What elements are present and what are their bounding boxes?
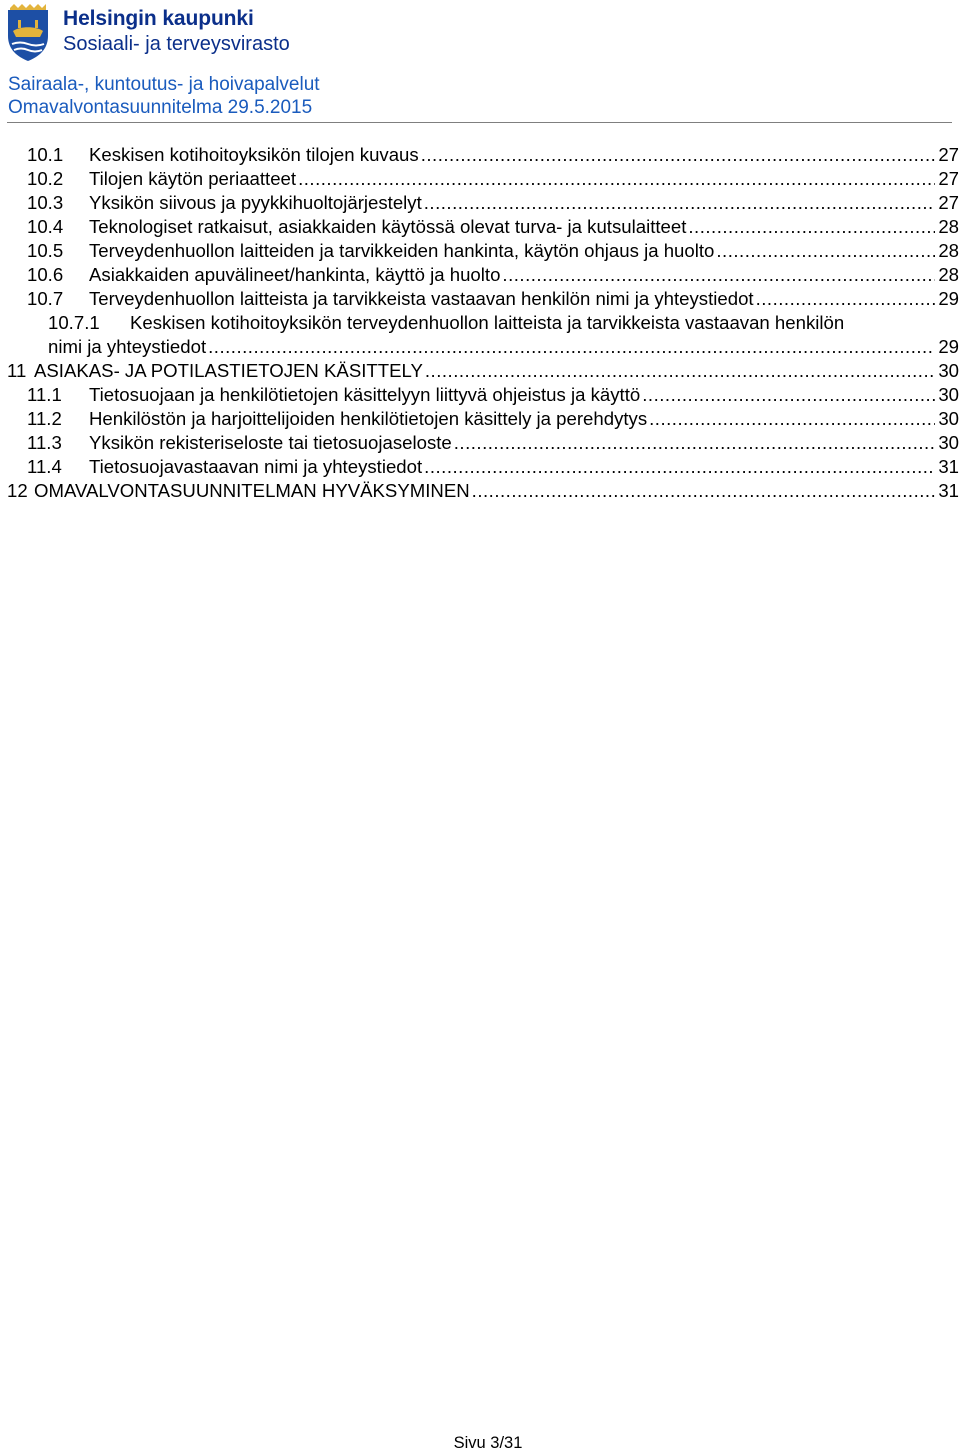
document-subtitle [8,73,954,119]
toc-entry-number: 10.7 [27,288,64,309]
department-name: Sairaala-, kuntoutus- ja hoivapalvelut [8,74,320,95]
toc-entry-title: Terveydenhuollon laitteiden ja tarvikkeiden hankinta, käytön ohjaus ja huolto [89,240,715,261]
toc-dot-leader [642,383,935,407]
toc-dot-leader [502,263,935,287]
toc-entry[interactable] [27,191,959,215]
toc-dot-leader [421,143,936,167]
toc-dot-leader [425,359,935,383]
toc-entry-number: 11.2 [27,408,62,429]
toc-entry-first-line[interactable] [48,311,844,335]
page-footer [0,1434,960,1453]
toc-entry-title: Terveydenhuollon laitteista ja tarvikkeista vastaavan henkilön nimi ja yhteystiedot [89,288,754,309]
toc-dot-leader [298,167,935,191]
toc-entry-title: OMAVALVONTASUUNNITELMAN HYVÄKSYMINEN [34,480,470,501]
toc-entry[interactable] [27,431,959,455]
toc-entry-title: Henkilöstön ja harjoittelijoiden henkilötietojen käsittely ja perehdytys [89,408,648,429]
toc-entry-number: 10.7.1 [48,312,100,333]
toc-entry[interactable] [27,239,959,263]
toc-dot-leader [649,407,935,431]
toc-dot-leader [208,335,935,359]
toc-entry-continuation[interactable] [48,335,959,359]
toc-entry-title: Keskisen kotihoitoyksikön terveydenhuollon laitteista ja tarvikkeista vastaavan henkilön [130,312,845,333]
toc-dot-leader [716,239,935,263]
toc-entry-number: 10.6 [27,264,64,285]
toc-entry-number: 11 [7,360,27,381]
document-header [4,4,954,119]
toc-entry[interactable] [27,143,959,167]
toc-entry-number: 10.3 [27,192,64,213]
toc-entry-page: 30 [938,360,959,381]
toc-entry-title: Tietosuojaan ja henkilötietojen käsittelyyn liittyvä ohjeistus ja käyttö [89,384,641,405]
toc-entry-number: 11.4 [27,456,62,477]
toc-entry[interactable] [27,287,959,311]
toc-entry-page: 28 [938,240,959,261]
toc-entry-page: 29 [938,288,959,309]
toc-entry-number: 11.3 [27,432,62,453]
toc-entry-page: 30 [938,384,959,405]
toc-entry-number: 12 [7,480,28,501]
toc-dot-leader [424,455,935,479]
toc-entry-number: 10.4 [27,216,64,237]
toc-entry-title: Teknologiset ratkaisut, asiakkaiden käytössä olevat turva- ja kutsulaitteet [89,216,687,237]
page-number: Sivu 3/31 [453,1434,523,1452]
toc-entry-title: Asiakkaiden apuvälineet/hankinta, käyttö ja huolto [89,264,501,285]
toc-entry-number: 10.5 [27,240,64,261]
toc-entry-title: Tietosuojavastaavan nimi ja yhteystiedot [89,456,423,477]
toc-entry-title: Yksikön rekisteriseloste tai tietosuojaseloste [89,432,452,453]
toc-entry-number: 10.2 [27,168,64,189]
toc-entry-page: 28 [938,216,959,237]
toc-dot-leader [454,431,936,455]
toc-entry[interactable] [27,383,959,407]
toc-entry[interactable] [27,263,959,287]
document-title-date: Omavalvontasuunnitelma 29.5.2015 [8,97,313,118]
header-divider [7,122,952,123]
toc-entry-page: 27 [938,168,959,189]
toc-entry-number: 10.1 [27,144,64,165]
toc-dot-leader [472,479,936,503]
toc-dot-leader [424,191,936,215]
toc-entry-page: 29 [938,336,959,357]
logo-row [4,4,954,62]
toc-entry-page: 28 [938,264,959,285]
toc-entry-page: 27 [938,144,959,165]
toc-entry-title: Tilojen käytön periaatteet [89,168,297,189]
helsinki-crest-icon [4,4,52,62]
toc-dot-leader [756,287,936,311]
organization-unit: Sosiaali- ja terveysvirasto [63,33,290,55]
toc-chapter-entry[interactable] [7,479,959,503]
organization [63,6,290,56]
toc-entry[interactable] [27,167,959,191]
toc-entry-page: 31 [938,480,959,501]
toc-entry-page: 27 [938,192,959,213]
toc-entry[interactable] [27,455,959,479]
toc-dot-leader [688,215,935,239]
toc-entry-title: Keskisen kotihoitoyksikön tilojen kuvaus [89,144,419,165]
toc-entry[interactable] [27,215,959,239]
toc-entry-page: 31 [938,456,959,477]
toc-entry-page: 30 [938,408,959,429]
toc-entry-title-continuation: nimi ja yhteystiedot [48,336,207,357]
toc-entry-title: Yksikön siivous ja pyykkihuoltojärjestelyt [89,192,422,213]
toc-chapter-entry[interactable] [7,359,959,383]
toc-entry[interactable] [27,407,959,431]
toc-entry-title: ASIAKAS- JA POTILASTIETOJEN KÄSITTELY [34,360,423,381]
organization-name: Helsingin kaupunki [63,7,254,30]
toc-entry-number: 11.1 [27,384,62,405]
toc-entry-page: 30 [938,432,959,453]
